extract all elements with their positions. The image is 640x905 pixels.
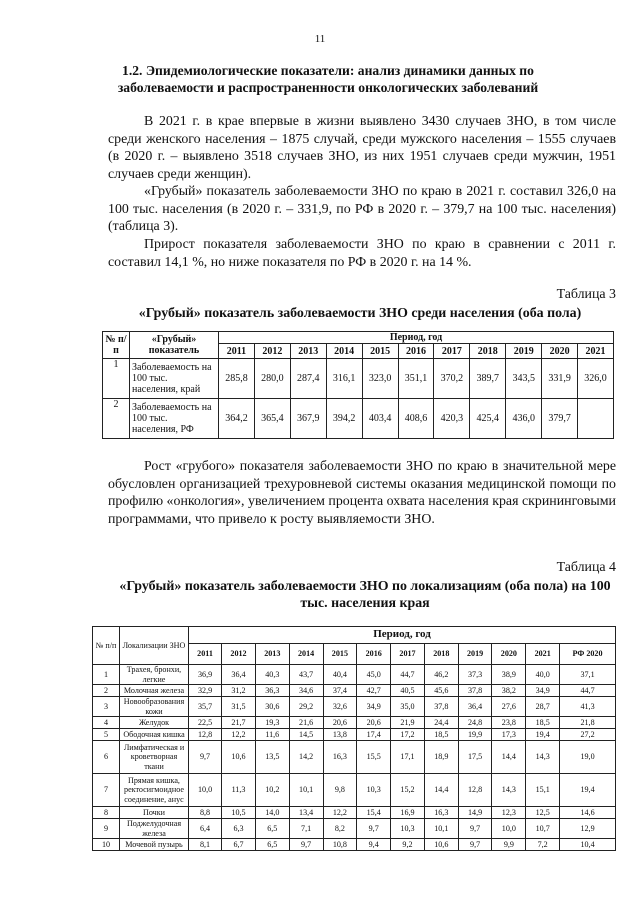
table-cell: 17,2 <box>391 729 425 741</box>
table4 <box>92 626 616 851</box>
table-row <box>93 807 616 819</box>
page-number: 11 <box>314 33 326 45</box>
table3-year-header: 2017 <box>434 344 470 359</box>
table-cell: 35,0 <box>391 697 425 717</box>
table-cell: 34,9 <box>526 685 560 697</box>
table3-year-header: 2013 <box>290 344 326 359</box>
table-row <box>93 774 616 807</box>
table-cell: 12,3 <box>492 807 526 819</box>
table-cell: 6,5 <box>255 839 289 851</box>
table3-year-header: 2016 <box>398 344 434 359</box>
table-cell: 6,5 <box>255 819 289 839</box>
table-cell: 15,1 <box>526 774 560 807</box>
table-cell: 45,0 <box>357 665 391 685</box>
table3-year-header: 2012 <box>254 344 290 359</box>
table-cell: 287,4 <box>290 359 326 399</box>
table-cell: 14,2 <box>289 741 323 774</box>
row-label: Почки <box>120 807 189 819</box>
table-cell: 44,7 <box>391 665 425 685</box>
table-cell: 14,3 <box>492 774 526 807</box>
table-cell: 10,8 <box>323 839 357 851</box>
table3-year-header: 2021 <box>578 344 614 359</box>
table-cell: 16,9 <box>391 807 425 819</box>
row-label: Прямая кишка, ректосигмоидное соединение, анус <box>120 774 189 807</box>
section-heading: 1.2. Эпидемиологические показатели: анализ динамики данных по заболеваемости и распространенности онкологических заболеваний <box>117 63 539 95</box>
table-cell: 403,4 <box>362 399 398 439</box>
table-cell: 10,6 <box>222 741 256 774</box>
table-cell: 9,2 <box>391 839 425 851</box>
table-cell: 6,4 <box>189 819 222 839</box>
table-cell: 24,4 <box>424 717 458 729</box>
table4-col-num: № п/п <box>93 627 120 665</box>
table-cell: 29,2 <box>289 697 323 717</box>
table-cell: 43,7 <box>289 665 323 685</box>
table-cell: 31,5 <box>222 697 256 717</box>
table-row <box>93 819 616 839</box>
table4-col-loc: Локализации ЗНО <box>120 627 189 665</box>
table-cell: 22,5 <box>189 717 222 729</box>
table-cell: 40,5 <box>391 685 425 697</box>
table-cell: 367,9 <box>290 399 326 439</box>
table-cell: 365,4 <box>254 399 290 439</box>
table4-year-header: 2013 <box>255 644 289 665</box>
table4-year-header: 2018 <box>424 644 458 665</box>
table-cell: 14,3 <box>526 741 560 774</box>
row-number: 2 <box>103 399 130 439</box>
table-cell: 32,9 <box>189 685 222 697</box>
table-cell: 14,0 <box>255 807 289 819</box>
table-cell: 37,8 <box>424 697 458 717</box>
table4-year-header: 2017 <box>391 644 425 665</box>
table-cell: 8,1 <box>189 839 222 851</box>
table4-year-header: 2019 <box>458 644 492 665</box>
table-cell: 364,2 <box>219 399 255 439</box>
table-cell: 10,1 <box>424 819 458 839</box>
row-label: Заболеваемость на 100 тыс. населения, край <box>130 359 219 399</box>
table-cell: 408,6 <box>398 399 434 439</box>
table-cell: 425,4 <box>470 399 506 439</box>
table-cell: 19,4 <box>526 729 560 741</box>
table-cell: 46,2 <box>424 665 458 685</box>
table-cell: 15,2 <box>391 774 425 807</box>
table-row <box>93 697 616 717</box>
table-cell: 13,5 <box>255 741 289 774</box>
table-cell: 28,7 <box>526 697 560 717</box>
table-cell: 42,7 <box>357 685 391 697</box>
row-number: 1 <box>93 665 120 685</box>
row-number: 4 <box>93 717 120 729</box>
table-cell: 20,6 <box>357 717 391 729</box>
table-cell: 38,9 <box>492 665 526 685</box>
table-cell: 18,5 <box>526 717 560 729</box>
table-row <box>93 685 616 697</box>
table-cell: 37,4 <box>323 685 357 697</box>
table4-year-header: 2014 <box>289 644 323 665</box>
table-cell: 37,3 <box>458 665 492 685</box>
table-cell: 40,4 <box>323 665 357 685</box>
table-cell: 21,7 <box>222 717 256 729</box>
row-number: 3 <box>93 697 120 717</box>
table-cell: 37,8 <box>458 685 492 697</box>
table-cell: 12,5 <box>526 807 560 819</box>
table-cell: 40,3 <box>255 665 289 685</box>
table-cell: 12,8 <box>458 774 492 807</box>
table-cell: 21,8 <box>560 717 616 729</box>
table-cell: 9,7 <box>458 839 492 851</box>
row-label: Мочевой пузырь <box>120 839 189 851</box>
table3-year-header: 2020 <box>542 344 578 359</box>
table-cell: 10,3 <box>357 774 391 807</box>
table-cell <box>578 399 614 439</box>
table-cell: 280,0 <box>254 359 290 399</box>
table-cell: 18,9 <box>424 741 458 774</box>
table4-year-header: 2011 <box>189 644 222 665</box>
table-cell: 11,6 <box>255 729 289 741</box>
table3-title: «Грубый» показатель заболеваемости ЗНО среди населения (оба пола) <box>138 306 582 321</box>
table-row <box>93 839 616 851</box>
table-cell: 23,8 <box>492 717 526 729</box>
table-cell: 8,8 <box>189 807 222 819</box>
table-cell: 21,6 <box>289 717 323 729</box>
paragraph-3: Прирост показателя заболеваемости ЗНО по краю в сравнении с 2011 г. составил 14,1 %, но ниже показателя по РФ в 2020 г. на 14 %. <box>108 237 616 270</box>
table4-year-header: РФ 2020 <box>560 644 616 665</box>
table-cell: 13,4 <box>289 807 323 819</box>
table-cell: 40,0 <box>526 665 560 685</box>
table-cell: 11,3 <box>222 774 256 807</box>
table-cell: 12,2 <box>323 807 357 819</box>
row-number: 2 <box>93 685 120 697</box>
table-cell: 18,5 <box>424 729 458 741</box>
table3-year-header: 2019 <box>506 344 542 359</box>
table-cell: 14,9 <box>458 807 492 819</box>
table-cell: 19,4 <box>560 774 616 807</box>
table-cell: 13,8 <box>323 729 357 741</box>
row-number: 8 <box>93 807 120 819</box>
table-cell: 17,4 <box>357 729 391 741</box>
table-cell: 14,6 <box>560 807 616 819</box>
table-cell: 323,0 <box>362 359 398 399</box>
row-label: Новообразования кожи <box>120 697 189 717</box>
table4-year-header: 2015 <box>323 644 357 665</box>
table-row <box>103 399 614 439</box>
table3-col-period: Период, год <box>219 332 614 344</box>
table-cell: 10,3 <box>391 819 425 839</box>
table3-col-num: № п/п <box>103 332 130 359</box>
table-cell: 20,6 <box>323 717 357 729</box>
table4-caption: Таблица 4 <box>556 560 616 575</box>
row-number: 9 <box>93 819 120 839</box>
table-cell: 14,4 <box>424 774 458 807</box>
table-cell: 16,3 <box>323 741 357 774</box>
table-cell: 27,2 <box>560 729 616 741</box>
table-cell: 12,8 <box>189 729 222 741</box>
table-cell: 36,4 <box>222 665 256 685</box>
table-row <box>103 359 614 399</box>
table-cell: 19,3 <box>255 717 289 729</box>
row-label: Лимфатическая и кроветворная ткани <box>120 741 189 774</box>
table-cell: 10,0 <box>189 774 222 807</box>
row-label: Молочная железа <box>120 685 189 697</box>
table-cell: 9,7 <box>357 819 391 839</box>
table-cell: 6,7 <box>222 839 256 851</box>
table4-col-period: Период, год <box>189 627 616 644</box>
table-cell: 44,7 <box>560 685 616 697</box>
table-cell: 331,9 <box>542 359 578 399</box>
paragraph-2: «Грубый» показатель заболеваемости ЗНО по краю в 2021 г. составил 326,0 на 100 тыс. населения (в 2020 г. – 331,9, по РФ в 2020 г. – 379,7 на 100 тыс. населения) (таблица 3). <box>108 184 616 234</box>
table-cell: 9,4 <box>357 839 391 851</box>
table-cell: 14,5 <box>289 729 323 741</box>
table-cell: 17,1 <box>391 741 425 774</box>
table-cell: 35,7 <box>189 697 222 717</box>
table-cell: 370,2 <box>434 359 470 399</box>
table-cell: 31,2 <box>222 685 256 697</box>
table-cell: 9,7 <box>189 741 222 774</box>
table3-caption: Таблица 3 <box>556 287 616 302</box>
paragraph-4: Рост «грубого» показателя заболеваемости ЗНО по краю в значительной мере обусловлен организацией трехуровневой системы оказания медицинской помощи по профилю «онкология», увеличением процента охвата населения края скрининговыми программами, что привело к росту выявляемости ЗНО. <box>108 459 616 527</box>
table-cell: 34,9 <box>357 697 391 717</box>
table-cell: 36,9 <box>189 665 222 685</box>
table-cell: 10,7 <box>526 819 560 839</box>
row-number: 6 <box>93 741 120 774</box>
table-cell: 6,3 <box>222 819 256 839</box>
table-cell: 21,9 <box>391 717 425 729</box>
table-row <box>93 741 616 774</box>
table-cell: 436,0 <box>506 399 542 439</box>
table4-title: «Грубый» показатель заболеваемости ЗНО по локализациям (оба пола) на 100 тыс. населения края <box>119 579 611 611</box>
table-cell: 12,2 <box>222 729 256 741</box>
table-cell: 10,4 <box>560 839 616 851</box>
table-cell: 10,6 <box>424 839 458 851</box>
table-cell: 7,2 <box>526 839 560 851</box>
table-cell: 9,7 <box>458 819 492 839</box>
row-number: 7 <box>93 774 120 807</box>
row-number: 1 <box>103 359 130 399</box>
row-label: Ободочная кишка <box>120 729 189 741</box>
table-cell: 15,4 <box>357 807 391 819</box>
table3-col-indicator: «Грубый» показатель <box>130 332 219 359</box>
table-cell: 45,6 <box>424 685 458 697</box>
table-cell: 7,1 <box>289 819 323 839</box>
table-cell: 316,1 <box>326 359 362 399</box>
table-row <box>93 717 616 729</box>
table4-year-header: 2016 <box>357 644 391 665</box>
table-cell: 9,7 <box>289 839 323 851</box>
table-cell: 12,9 <box>560 819 616 839</box>
table-cell: 389,7 <box>470 359 506 399</box>
table-cell: 19,9 <box>458 729 492 741</box>
table-cell: 285,8 <box>219 359 255 399</box>
table-cell: 9,8 <box>323 774 357 807</box>
row-label: Заболеваемость на 100 тыс. населения, РФ <box>130 399 219 439</box>
row-label: Желудок <box>120 717 189 729</box>
table3-year-header: 2011 <box>219 344 255 359</box>
table-cell: 17,5 <box>458 741 492 774</box>
table-cell: 326,0 <box>578 359 614 399</box>
table3-year-header: 2014 <box>326 344 362 359</box>
paragraph-1: В 2021 г. в крае впервые в жизни выявлено 3430 случаев ЗНО, в том числе среди женского населения – 1875 случай, среди мужского населения – 1555 случаев (в 2020 г. – выявлено 3518 случаев ЗНО, из них 1951 случаев среди мужчин, 1951 случаев среди женщин). <box>108 114 616 182</box>
row-label: Трахея, бронхи, легкие <box>120 665 189 685</box>
table-cell: 10,0 <box>492 819 526 839</box>
table-cell: 16,3 <box>424 807 458 819</box>
table3-year-header: 2018 <box>470 344 506 359</box>
table-cell: 9,9 <box>492 839 526 851</box>
table4-year-header: 2021 <box>526 644 560 665</box>
table-cell: 24,8 <box>458 717 492 729</box>
table-cell: 8,2 <box>323 819 357 839</box>
table-cell: 32,6 <box>323 697 357 717</box>
table-cell: 15,5 <box>357 741 391 774</box>
row-number: 10 <box>93 839 120 851</box>
table4-year-header: 2012 <box>222 644 256 665</box>
table-cell: 41,3 <box>560 697 616 717</box>
table-cell: 34,6 <box>289 685 323 697</box>
table3-year-header: 2015 <box>362 344 398 359</box>
table-cell: 36,3 <box>255 685 289 697</box>
table-cell: 10,2 <box>255 774 289 807</box>
table-cell: 30,6 <box>255 697 289 717</box>
table-row <box>93 729 616 741</box>
table-cell: 420,3 <box>434 399 470 439</box>
row-label: Поджелудочная железа <box>120 819 189 839</box>
table-cell: 38,2 <box>492 685 526 697</box>
table-cell: 14,4 <box>492 741 526 774</box>
table3 <box>102 331 614 439</box>
table-cell: 394,2 <box>326 399 362 439</box>
table-row <box>93 665 616 685</box>
table-cell: 10,1 <box>289 774 323 807</box>
table-cell: 379,7 <box>542 399 578 439</box>
table4-year-header: 2020 <box>492 644 526 665</box>
table-cell: 17,3 <box>492 729 526 741</box>
table-cell: 343,5 <box>506 359 542 399</box>
table-cell: 10,5 <box>222 807 256 819</box>
row-number: 5 <box>93 729 120 741</box>
table-cell: 351,1 <box>398 359 434 399</box>
table-cell: 27,6 <box>492 697 526 717</box>
table-cell: 37,1 <box>560 665 616 685</box>
table-cell: 19,0 <box>560 741 616 774</box>
table-cell: 36,4 <box>458 697 492 717</box>
